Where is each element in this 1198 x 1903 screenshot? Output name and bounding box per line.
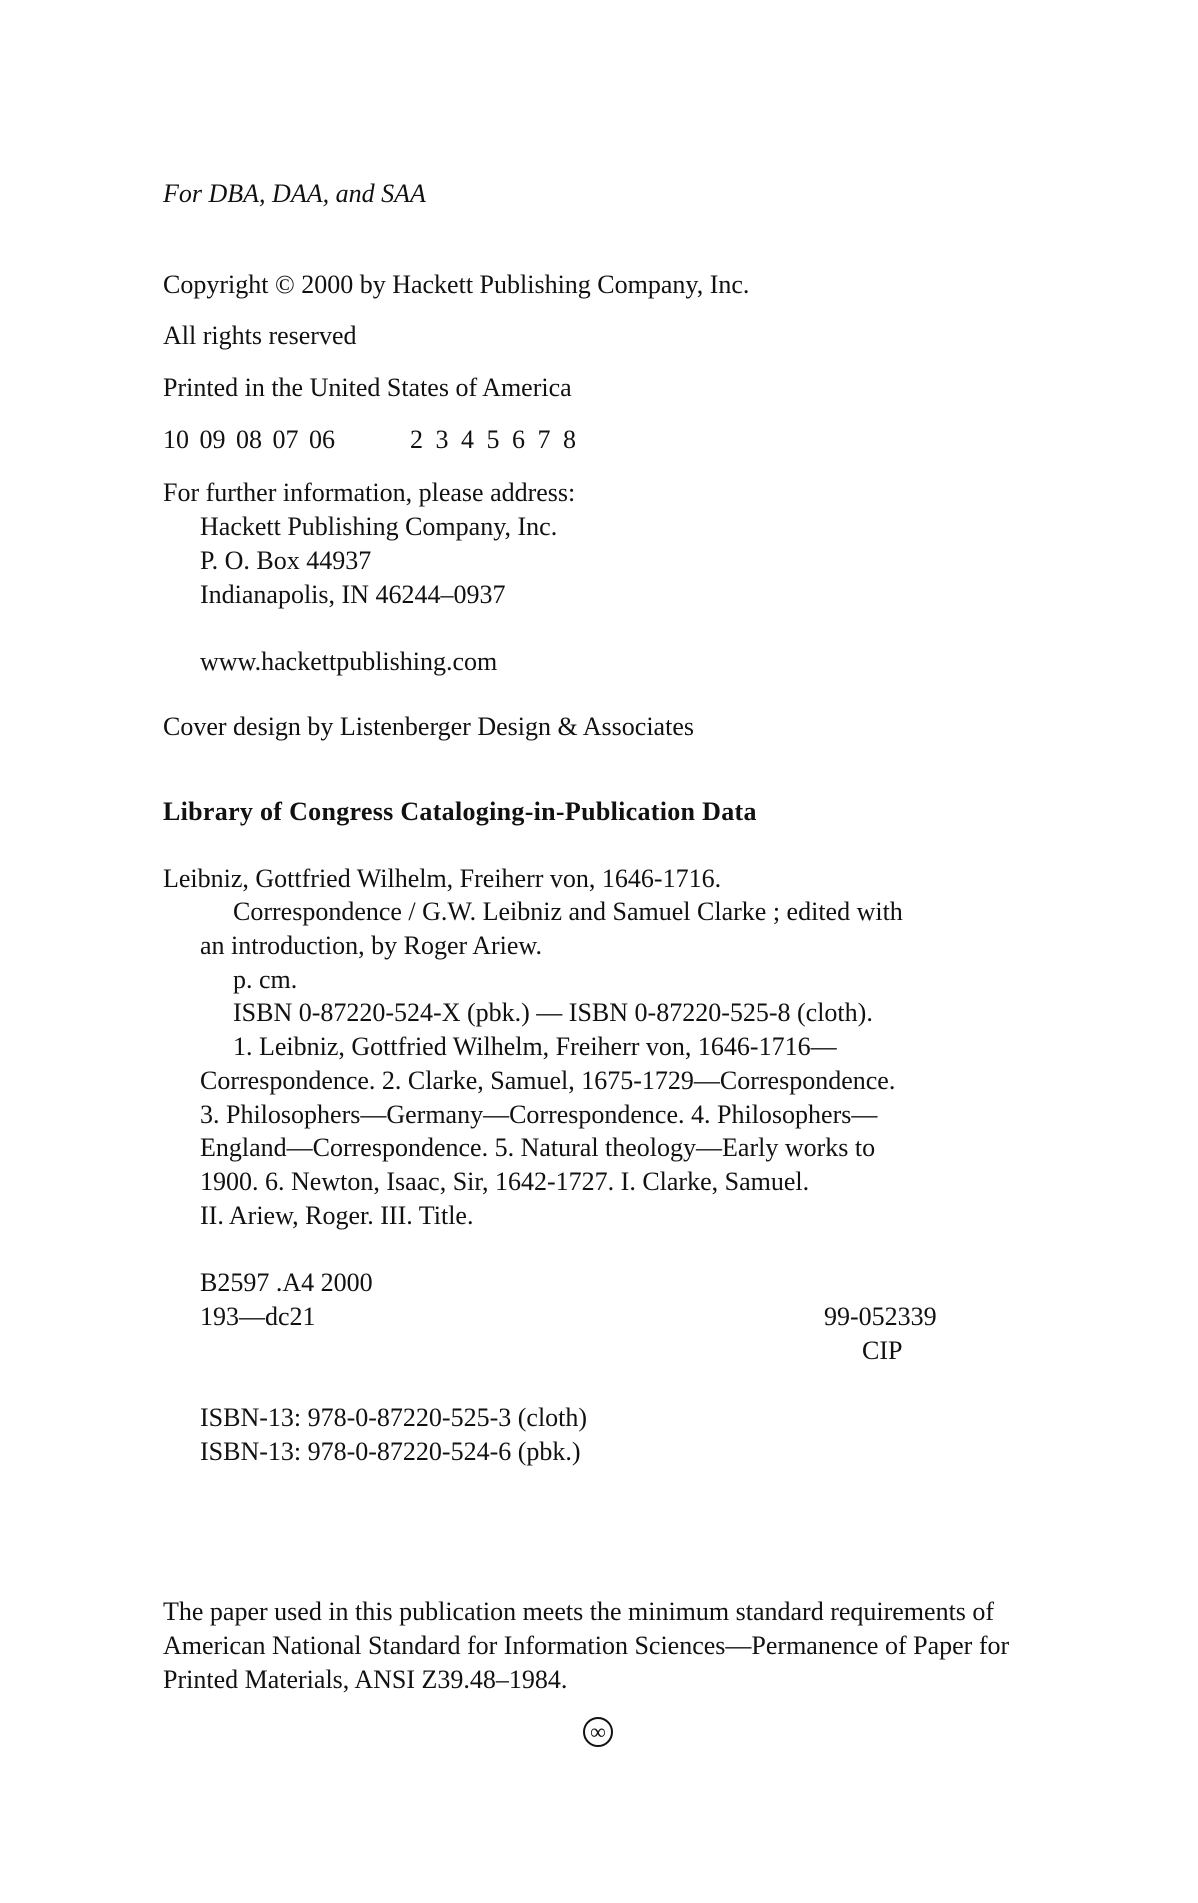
cover-credit: Cover design by Listenberger Design & Associates (163, 712, 694, 741)
cip-title: Library of Congress Cataloging-in-Publication Data (163, 797, 757, 826)
cip-label: CIP (862, 1336, 903, 1365)
copyright-line: Copyright © 2000 by Hackett Publishing Company, Inc. (163, 270, 750, 299)
print-run: 2 3 4 5 6 7 8 (410, 425, 578, 454)
cip-line-1: Leibniz, Gottfried Wilhelm, Freiherr von, 1646-1716. (163, 864, 722, 893)
address-line-1: Hackett Publishing Company, Inc. (200, 512, 558, 541)
paper-statement-line-2: American National Standard for Information Sciences—Permanence of Paper for (163, 1631, 1010, 1660)
address-line-2: P. O. Box 44937 (200, 546, 372, 575)
cip-line-9: England—Correspondence. 5. Natural theology—Early works to (200, 1133, 876, 1162)
dewey-classification: 193—dc21 (200, 1302, 316, 1331)
cip-line-4: p. cm. (233, 965, 298, 994)
dedication: For DBA, DAA, and SAA (163, 179, 426, 208)
rights-line: All rights reserved (163, 321, 357, 350)
cip-line-8: 3. Philosophers—Germany—Correspondence. 4. Philosophers— (200, 1100, 878, 1129)
isbn13-cloth: ISBN-13: 978-0-87220-525-3 (cloth) (200, 1403, 588, 1432)
info-intro: For further information, please address: (163, 478, 576, 507)
cip-line-10: 1900. 6. Newton, Isaac, Sir, 1642-1727. I. Clarke, Samuel. (200, 1167, 810, 1196)
cip-line-11: II. Ariew, Roger. III. Title. (200, 1201, 474, 1230)
lccn: 99-052339 (824, 1302, 937, 1331)
print-years: 10 09 08 07 06 (163, 425, 335, 454)
cip-line-7: Correspondence. 2. Clarke, Samuel, 1675-1729—Correspondence. (200, 1066, 896, 1095)
lc-classification: B2597 .A4 2000 (200, 1268, 373, 1297)
paper-statement-line-1: The paper used in this publication meets the minimum standard requirements of (163, 1597, 995, 1626)
cip-line-3: an introduction, by Roger Ariew. (200, 931, 543, 960)
printed-line: Printed in the United States of America (163, 373, 572, 402)
cip-line-6: 1. Leibniz, Gottfried Wilhelm, Freiherr von, 1646-1716— (233, 1032, 837, 1061)
paper-statement-line-3: Printed Materials, ANSI Z39.48–1984. (163, 1665, 568, 1694)
paper-permanence-icon: ∞ (583, 1717, 613, 1747)
address-line-3: Indianapolis, IN 46244–0937 (200, 580, 506, 609)
isbn13-pbk: ISBN-13: 978-0-87220-524-6 (pbk.) (200, 1437, 581, 1466)
cip-line-5: ISBN 0-87220-524-X (pbk.) — ISBN 0-87220-525-8 (cloth). (233, 998, 873, 1027)
cip-line-2: Correspondence / G.W. Leibniz and Samuel Clarke ; edited with (233, 897, 903, 926)
website: www.hackettpublishing.com (200, 647, 498, 676)
